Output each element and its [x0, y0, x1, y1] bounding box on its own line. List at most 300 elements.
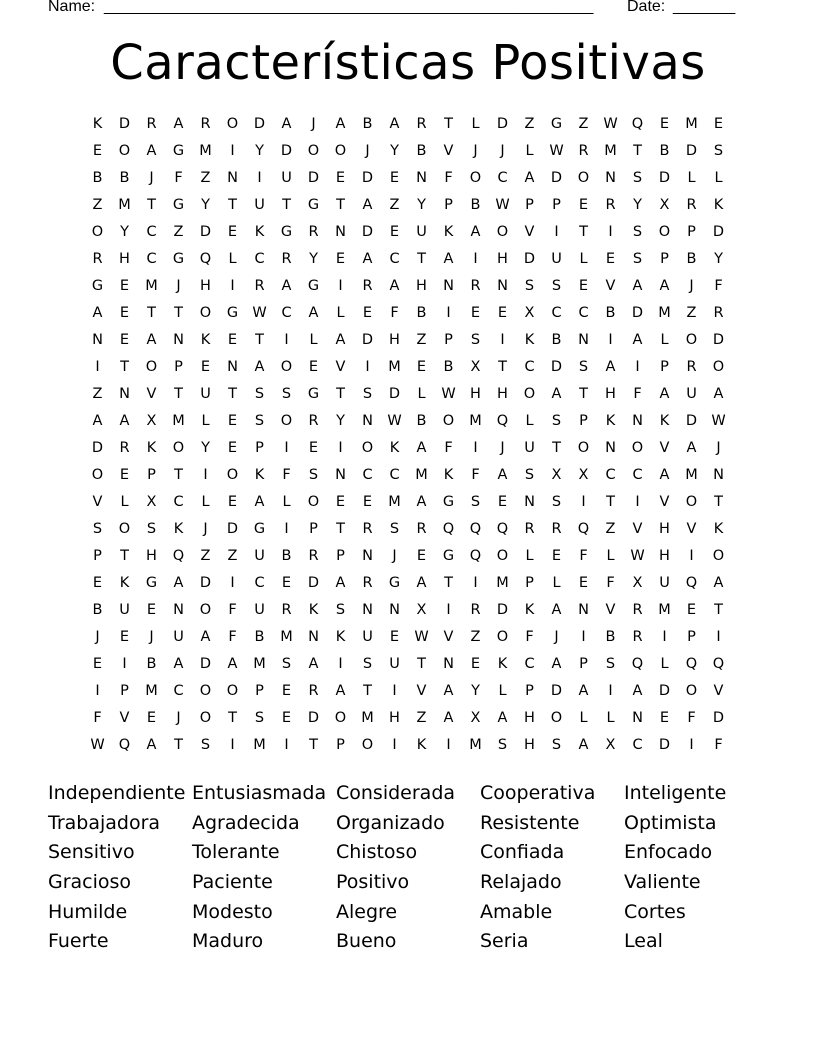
grid-letter: R	[362, 521, 373, 537]
grid-letter: A	[173, 116, 184, 132]
grid-letter: A	[254, 494, 265, 510]
grid-letter: A	[173, 656, 184, 672]
grid-letter: T	[147, 305, 156, 321]
grid-letter: A	[335, 332, 346, 348]
grid-letter: E	[146, 602, 157, 618]
grid-letter: O	[361, 737, 374, 753]
grid-letter: I	[122, 656, 127, 672]
grid-letter: R	[713, 305, 724, 321]
grid-letter: T	[714, 602, 723, 618]
grid-letter: I	[257, 170, 262, 186]
grid-letter: G	[253, 521, 266, 537]
grid-letter: P	[525, 575, 534, 591]
grid-letter: T	[174, 737, 183, 753]
grid-letter: U	[281, 170, 292, 186]
grid-letter: T	[417, 656, 426, 672]
grid-letter: S	[497, 737, 508, 753]
grid-letter: O	[685, 494, 698, 510]
grid-letter: Q	[631, 656, 644, 672]
letter-grid	[84, 115, 732, 763]
grid-letter: C	[254, 575, 265, 591]
grid-letter: I	[230, 737, 235, 753]
grid-letter: O	[442, 413, 455, 429]
grid-letter: M	[685, 116, 698, 132]
grid-letter: R	[281, 251, 292, 267]
grid-letter: D	[496, 116, 509, 132]
grid-letter: J	[689, 278, 694, 294]
grid-letter: T	[336, 521, 345, 537]
grid-letter: E	[578, 197, 589, 213]
word-list-item: Relajado	[480, 871, 562, 894]
grid-letter: E	[335, 494, 346, 510]
grid-letter: M	[604, 143, 617, 159]
grid-letter: V	[416, 683, 427, 699]
grid-letter: K	[254, 467, 265, 483]
grid-letter: E	[470, 305, 481, 321]
grid-letter: V	[632, 521, 643, 537]
grid-letter: E	[227, 413, 238, 429]
grid-letter: A	[551, 656, 562, 672]
grid-letter: E	[497, 494, 508, 510]
grid-letter: A	[335, 683, 346, 699]
grid-letter: S	[254, 413, 265, 429]
grid-letter: D	[631, 305, 644, 321]
grid-letter: W	[630, 548, 645, 564]
grid-letter: K	[335, 629, 346, 645]
grid-letter: E	[578, 575, 589, 591]
grid-letter: A	[632, 278, 643, 294]
grid-letter: T	[147, 197, 156, 213]
grid-letter: B	[119, 170, 130, 186]
grid-letter: M	[172, 413, 185, 429]
grid-letter: P	[444, 332, 453, 348]
grid-letter: Q	[496, 413, 509, 429]
grid-letter: O	[91, 224, 104, 240]
word-list-item: Agradecida	[192, 811, 300, 834]
grid-letter: P	[120, 683, 129, 699]
grid-letter: O	[712, 359, 725, 375]
grid-letter: N	[524, 494, 535, 510]
grid-letter: M	[253, 656, 266, 672]
grid-letter: X	[659, 197, 670, 213]
grid-letter: E	[470, 656, 481, 672]
grid-letter: E	[227, 440, 238, 456]
word-list-item: Considerada	[336, 782, 456, 804]
grid-letter: F	[687, 710, 696, 726]
word-list-item: Leal	[624, 930, 663, 953]
grid-letter: K	[146, 440, 157, 456]
grid-letter: A	[281, 278, 292, 294]
grid-letter: S	[281, 386, 292, 402]
grid-letter: C	[389, 251, 400, 267]
grid-letter: O	[226, 116, 239, 132]
grid-letter: A	[686, 440, 697, 456]
word-list-item: Fuerte	[48, 930, 109, 953]
grid-letter: V	[659, 440, 670, 456]
grid-letter: A	[497, 467, 508, 483]
grid-letter: M	[199, 143, 212, 159]
grid-letter: Q	[685, 575, 698, 591]
grid-letter: E	[551, 548, 562, 564]
grid-letter: O	[280, 413, 293, 429]
grid-letter: B	[92, 602, 103, 618]
grid-letter: Q	[199, 251, 212, 267]
grid-letter: E	[659, 116, 670, 132]
grid-letter: V	[605, 602, 616, 618]
grid-letter: Q	[469, 548, 482, 564]
grid-letter: L	[660, 332, 669, 348]
grid-letter: S	[92, 521, 103, 537]
grid-letter: Z	[686, 305, 697, 321]
grid-letter: R	[92, 251, 103, 267]
grid-letter: D	[307, 710, 320, 726]
grid-letter: S	[632, 170, 643, 186]
grid-letter: T	[336, 197, 345, 213]
grid-letter: G	[307, 197, 320, 213]
grid-letter: F	[228, 629, 237, 645]
word-list-item: Humilde	[48, 900, 128, 923]
name-blank: _______________________________________________________	[104, 0, 594, 15]
grid-letter: C	[173, 494, 184, 510]
grid-letter: A	[551, 386, 562, 402]
grid-letter: Q	[631, 116, 644, 132]
grid-letter: O	[577, 440, 590, 456]
grid-letter: F	[390, 305, 399, 321]
grid-letter: T	[579, 386, 588, 402]
grid-letter: E	[497, 305, 508, 321]
grid-letter: E	[92, 143, 103, 159]
grid-letter: V	[713, 683, 724, 699]
grid-letter: I	[230, 278, 235, 294]
grid-letter: M	[388, 494, 401, 510]
grid-letter: O	[199, 710, 212, 726]
grid-letter: A	[389, 278, 400, 294]
grid-letter: U	[551, 251, 562, 267]
grid-letter: S	[605, 656, 616, 672]
grid-letter: T	[255, 332, 264, 348]
grid-letter: E	[578, 278, 589, 294]
grid-letter: D	[118, 116, 131, 132]
grid-letter: N	[173, 602, 184, 618]
grid-letter: P	[687, 224, 696, 240]
grid-letter: S	[578, 359, 589, 375]
grid-letter: L	[309, 332, 318, 348]
grid-letter: C	[146, 251, 157, 267]
grid-letter: Q	[469, 521, 482, 537]
grid-letter: X	[605, 737, 616, 753]
grid-letter: C	[632, 467, 643, 483]
grid-letter: T	[336, 386, 345, 402]
grid-letter: M	[469, 737, 482, 753]
grid-letter: F	[174, 170, 183, 186]
date-blank: _______	[673, 0, 736, 15]
grid-letter: L	[714, 170, 723, 186]
grid-letter: N	[173, 332, 184, 348]
grid-letter: N	[605, 170, 616, 186]
grid-letter: O	[199, 602, 212, 618]
grid-letter: M	[118, 197, 131, 213]
grid-letter: K	[443, 224, 454, 240]
grid-letter: L	[336, 305, 345, 321]
grid-letter: T	[714, 494, 723, 510]
grid-letter: T	[120, 359, 129, 375]
grid-letter: N	[362, 548, 373, 564]
grid-letter: E	[281, 710, 292, 726]
grid-letter: N	[416, 170, 427, 186]
grid-letter: L	[525, 548, 534, 564]
grid-letter: P	[687, 629, 696, 645]
grid-letter: R	[470, 602, 481, 618]
grid-letter: I	[365, 359, 370, 375]
grid-letter: K	[308, 602, 319, 618]
grid-letter: I	[230, 575, 235, 591]
grid-letter: Z	[605, 521, 616, 537]
grid-letter: V	[605, 278, 616, 294]
grid-letter: B	[362, 116, 373, 132]
header-line	[48, 0, 748, 18]
grid-letter: A	[92, 305, 103, 321]
grid-letter: U	[254, 197, 265, 213]
grid-letter: T	[417, 251, 426, 267]
grid-letter: H	[119, 251, 130, 267]
grid-letter: I	[446, 602, 451, 618]
grid-letter: L	[687, 170, 696, 186]
grid-letter: E	[686, 602, 697, 618]
grid-letter: D	[253, 116, 266, 132]
grid-letter: O	[199, 683, 212, 699]
word-list-item: Enfocado	[624, 841, 713, 864]
grid-letter: F	[228, 602, 237, 618]
grid-letter: L	[606, 710, 615, 726]
grid-letter: D	[712, 710, 725, 726]
grid-letter: I	[689, 737, 694, 753]
grid-letter: D	[685, 413, 698, 429]
grid-letter: J	[716, 440, 721, 456]
grid-letter: M	[280, 629, 293, 645]
grid-letter: E	[416, 359, 427, 375]
grid-letter: T	[579, 224, 588, 240]
grid-letter: E	[281, 575, 292, 591]
grid-letter: E	[119, 467, 130, 483]
grid-letter: C	[551, 305, 562, 321]
grid-letter: D	[658, 737, 671, 753]
grid-letter: W	[549, 143, 564, 159]
word-list-item: Optimista	[624, 811, 717, 834]
grid-letter: B	[686, 251, 697, 267]
grid-letter: H	[524, 737, 535, 753]
grid-letter: O	[685, 683, 698, 699]
grid-letter: Q	[118, 737, 131, 753]
grid-letter: J	[365, 143, 370, 159]
grid-letter: B	[254, 629, 265, 645]
grid-letter: U	[254, 548, 265, 564]
grid-letter: T	[498, 359, 507, 375]
grid-letter: L	[471, 116, 480, 132]
grid-letter: E	[308, 359, 319, 375]
grid-letter: I	[473, 440, 478, 456]
grid-letter: L	[120, 494, 129, 510]
word-list-item: Alegre	[336, 900, 398, 923]
grid-letter: A	[146, 143, 157, 159]
grid-letter: G	[280, 224, 293, 240]
grid-letter: H	[146, 548, 157, 564]
grid-letter: W	[441, 386, 456, 402]
grid-letter: R	[578, 143, 589, 159]
grid-letter: R	[308, 548, 319, 564]
grid-letter: Z	[524, 116, 535, 132]
word-list-item: Confiada	[480, 841, 565, 864]
grid-letter: E	[416, 548, 427, 564]
word-list-item: Sensitivo	[48, 841, 135, 864]
grid-letter: R	[551, 521, 562, 537]
grid-letter: D	[361, 224, 374, 240]
grid-letter: G	[442, 548, 455, 564]
grid-letter: A	[659, 278, 670, 294]
word-list-item: Amable	[480, 900, 553, 923]
grid-letter: U	[362, 629, 373, 645]
grid-letter: E	[146, 710, 157, 726]
grid-letter: I	[338, 656, 343, 672]
grid-letter: W	[387, 413, 402, 429]
word-list-item: Seria	[480, 930, 529, 953]
grid-letter: N	[308, 629, 319, 645]
date-label: Date:	[627, 0, 666, 15]
grid-letter: L	[579, 710, 588, 726]
grid-letter: D	[307, 575, 320, 591]
grid-letter: P	[336, 548, 345, 564]
grid-letter: G	[307, 386, 320, 402]
grid-letter: O	[91, 467, 104, 483]
grid-letter: D	[280, 143, 293, 159]
grid-letter: B	[416, 143, 427, 159]
grid-letter: F	[282, 467, 291, 483]
grid-letter: D	[712, 332, 725, 348]
grid-letter: S	[362, 656, 373, 672]
grid-letter: B	[281, 548, 292, 564]
grid-letter: I	[284, 332, 289, 348]
grid-letter: T	[228, 386, 237, 402]
grid-letter: S	[308, 467, 319, 483]
word-list-item: Independiente	[48, 782, 186, 804]
grid-letter: Z	[200, 170, 211, 186]
word-list-item: Trabajadora	[48, 811, 161, 834]
grid-letter: T	[282, 197, 291, 213]
grid-letter: V	[443, 143, 454, 159]
grid-letter: O	[118, 143, 131, 159]
grid-letter: A	[335, 575, 346, 591]
grid-letter: X	[470, 359, 481, 375]
grid-letter: D	[658, 683, 671, 699]
grid-letter: K	[416, 737, 427, 753]
grid-letter: R	[632, 602, 643, 618]
grid-letter: O	[496, 629, 509, 645]
grid-letter: S	[281, 656, 292, 672]
grid-letter: W	[711, 413, 726, 429]
grid-letter: K	[443, 467, 454, 483]
grid-letter: A	[281, 116, 292, 132]
grid-letter: I	[635, 494, 640, 510]
grid-letter: D	[550, 170, 563, 186]
grid-letter: R	[308, 683, 319, 699]
grid-letter: P	[660, 251, 669, 267]
grid-letter: Y	[120, 224, 129, 240]
grid-letter: R	[686, 359, 697, 375]
grid-letter: T	[444, 575, 453, 591]
grid-letter: D	[199, 656, 212, 672]
grid-letter: M	[496, 575, 509, 591]
grid-letter: N	[443, 656, 454, 672]
grid-letter: G	[307, 278, 320, 294]
grid-letter: N	[578, 332, 589, 348]
grid-letter: S	[470, 494, 481, 510]
grid-letter: A	[416, 575, 427, 591]
grid-letter: O	[496, 224, 509, 240]
grid-letter: L	[606, 548, 615, 564]
grid-letter: Y	[309, 251, 318, 267]
grid-letter: Z	[578, 116, 589, 132]
grid-letter: D	[91, 440, 104, 456]
grid-letter: P	[579, 656, 588, 672]
grid-letter: P	[255, 683, 264, 699]
grid-letter: N	[497, 278, 508, 294]
grid-letter: I	[473, 575, 478, 591]
grid-letter: D	[550, 359, 563, 375]
grid-letter: E	[605, 251, 616, 267]
grid-letter: E	[659, 710, 670, 726]
grid-letter: U	[416, 224, 427, 240]
grid-letter: I	[554, 224, 559, 240]
grid-letter: O	[685, 332, 698, 348]
grid-letter: Y	[201, 440, 210, 456]
grid-letter: H	[605, 386, 616, 402]
grid-letter: R	[416, 521, 427, 537]
grid-letter: K	[389, 440, 400, 456]
grid-letter: K	[92, 116, 103, 132]
grid-letter: I	[581, 494, 586, 510]
grid-letter: A	[632, 683, 643, 699]
grid-letter: C	[173, 683, 184, 699]
grid-letter: F	[444, 440, 453, 456]
grid-letter: V	[524, 224, 535, 240]
grid-letter: A	[146, 737, 157, 753]
grid-letter: I	[392, 683, 397, 699]
grid-letter: S	[524, 467, 535, 483]
grid-letter: H	[470, 386, 481, 402]
grid-letter: C	[632, 737, 643, 753]
grid-letter: T	[309, 737, 318, 753]
grid-letter: W	[603, 116, 618, 132]
grid-letter: N	[632, 413, 643, 429]
grid-letter: M	[361, 710, 374, 726]
grid-letter: J	[500, 143, 505, 159]
grid-letter: X	[146, 494, 157, 510]
grid-letter: J	[473, 143, 478, 159]
word-list-item: Cortes	[624, 900, 686, 923]
grid-letter: O	[550, 710, 563, 726]
grid-letter: H	[497, 386, 508, 402]
grid-letter: E	[227, 332, 238, 348]
grid-letter: A	[578, 737, 589, 753]
grid-letter: Y	[255, 143, 264, 159]
grid-letter: A	[443, 683, 454, 699]
word-list-item: Modesto	[192, 900, 273, 923]
grid-letter: A	[200, 629, 211, 645]
grid-letter: I	[689, 548, 694, 564]
grid-letter: D	[712, 224, 725, 240]
grid-letter: O	[307, 143, 320, 159]
grid-letter: O	[226, 683, 239, 699]
grid-letter: S	[146, 521, 157, 537]
